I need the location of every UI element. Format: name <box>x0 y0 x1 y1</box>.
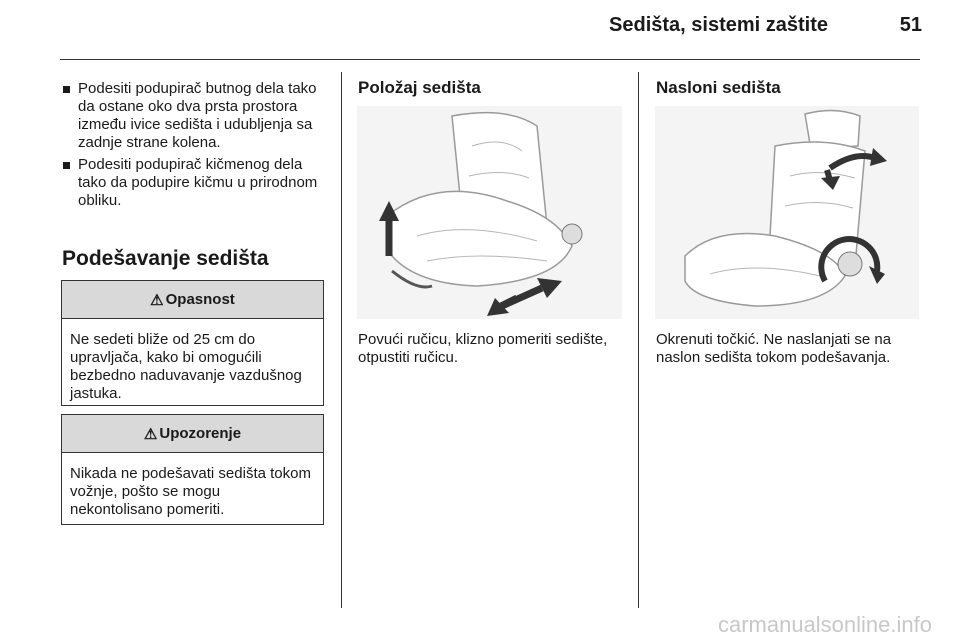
left-column <box>62 80 328 214</box>
warning-box <box>61 414 324 525</box>
warning-label: Upozorenje <box>159 425 242 442</box>
bullet-list <box>62 80 328 210</box>
section-title: Podešavanje sedišta <box>62 247 269 270</box>
watermark: carmanualsonline.info <box>717 612 932 637</box>
warning-header <box>62 415 323 453</box>
warning-triangle-icon: ⚠ <box>150 291 164 309</box>
bullet-item: Podesiti podupirač kičmenog dela tako da podupire kičmu u prirodnom obliku. <box>62 156 328 210</box>
middle-title: Položaj sedišta <box>358 78 481 97</box>
seat-position-illustration <box>357 106 622 319</box>
column-divider-1 <box>341 72 342 608</box>
right-caption: Okrenuti točkić. Ne naslanjati se na naslon sedišta tokom podešavanja. <box>656 331 892 366</box>
seat-backrest-illustration <box>655 106 919 319</box>
header-rule <box>60 59 920 60</box>
danger-text: Ne sedeti bliže od 25 cm do upravljača, kako bi omogućili bezbedno naduvavanje vazdušnog jastuka. <box>70 331 302 402</box>
warning-text: Nikada ne podešavati sedišta tokom vožnje, pošto se mogu nekontolisano pomeriti. <box>70 465 311 518</box>
right-title: Nasloni sedišta <box>656 78 781 97</box>
page-header-title: Sedišta, sistemi zaštite <box>609 14 828 36</box>
danger-header <box>62 281 323 319</box>
middle-caption: Povući ručicu, klizno pomeriti sedište, otpustiti ručicu. <box>358 331 608 366</box>
danger-label: Opasnost <box>165 291 235 308</box>
danger-box <box>61 280 324 406</box>
bullet-item: Podesiti podupirač butnog dela tako da ostane oko dva prsta prostora između ivice sedišta i udubljenja sa zadnje strane kolena. <box>62 80 328 152</box>
warning-triangle-icon: ⚠ <box>143 425 158 443</box>
page-number: 51 <box>899 14 922 36</box>
column-divider-2 <box>638 72 639 608</box>
